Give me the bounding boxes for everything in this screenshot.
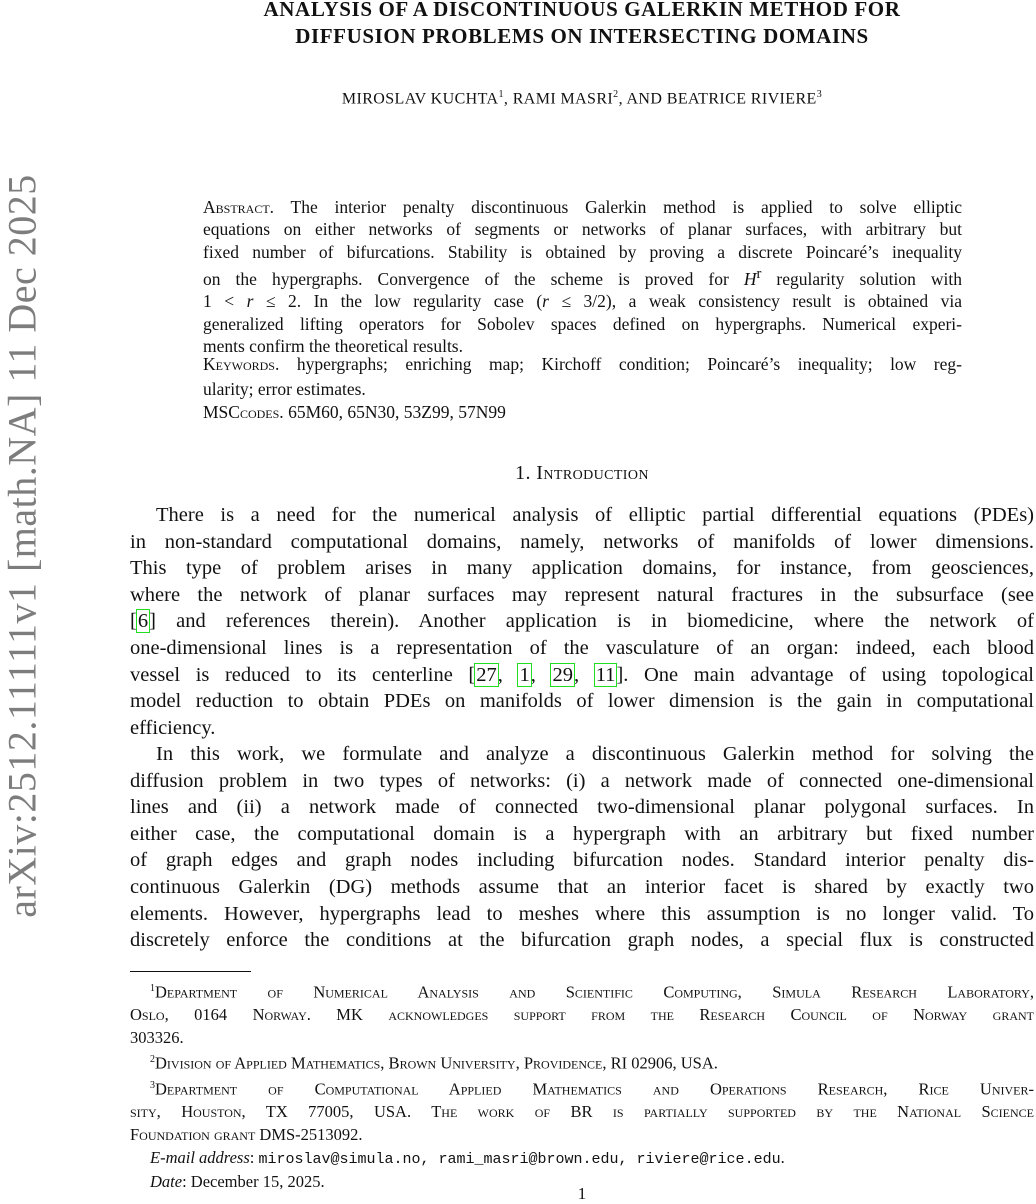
- text-run: continuous Galerkin (DG) methods assume that an interior facet is shared by exactly two: [130, 875, 1034, 898]
- text-run: ≤ 3/2), a weak consistency result is obtained via: [548, 291, 963, 312]
- text-line: [130, 502, 1034, 529]
- text-run: 65M60, 65N30, 53Z99, 57N99: [283, 402, 506, 422]
- small-caps-text: Abstract.: [203, 197, 275, 217]
- text-line: [130, 821, 1034, 848]
- text-run: ,: [497, 663, 519, 686]
- text-run: equations on either networks of segments or networks of planar surfaces, with arbitrary but: [203, 219, 962, 240]
- text-line: [130, 927, 1034, 954]
- text-run: : December 15, 2025.: [182, 1172, 325, 1192]
- keywords: [203, 352, 962, 402]
- email-addresses: miroslav@simula.no, rami_masri@brown.edu, riviere@rice.edu: [258, 1150, 781, 1168]
- text-line: [130, 768, 1034, 795]
- text-run: .: [780, 1147, 785, 1167]
- italic-text: r: [246, 291, 254, 312]
- footnotes: [130, 978, 1034, 1194]
- text-line: [130, 1075, 1034, 1101]
- text-run: vessel is reduced to its centerline [: [130, 663, 476, 686]
- text-line: [130, 874, 1034, 901]
- text-run: fixed number of bifurcations. Stability is obtained by proving a discrete Poincaré’s inequality: [203, 241, 962, 262]
- text-run: ]. One main advantage of using topological: [616, 663, 1034, 686]
- citation-link[interactable]: 27: [476, 663, 497, 686]
- text-line: [130, 1004, 1034, 1027]
- citation-link[interactable]: 1: [519, 663, 530, 686]
- text-run: elements. However, hypergraphs lead to meshes where this assumption is no longer valid. To: [130, 902, 1034, 925]
- text-run: either case, the computational domain is a hypergraph with an arbitrary but fixed number: [130, 822, 1034, 845]
- superscript: 2: [150, 1054, 155, 1066]
- text-line: [130, 1124, 1034, 1147]
- text-line: [203, 401, 962, 423]
- text-run: diffusion problem in two types of networks: (i) a network made of connected one-dimensional: [130, 769, 1034, 792]
- author-name: RAMI MASRI: [512, 90, 614, 108]
- title-line: DIFFUSION PROBLEMS ON INTERSECTING DOMAINS: [295, 24, 869, 48]
- author-sep: ,: [503, 90, 513, 108]
- small-caps-text: Department of Numerical Analysis and Scientific Computing, Simula Research Laboratory,: [155, 982, 1034, 1002]
- small-caps-text: sity, Houston, TX 77005, USA. The work of BR is partially supported by the National Science: [130, 1102, 1034, 1122]
- text-run: one-dimensional lines is a representation of the vasculature of an organ: indeed, each blood: [130, 636, 1034, 659]
- italic-text: E-mail address: [150, 1147, 250, 1167]
- text-run: regularity solution with: [761, 269, 962, 290]
- text-line: [203, 263, 962, 290]
- italic-text: r: [542, 291, 549, 312]
- text-line: [203, 313, 962, 335]
- text-line: [130, 715, 1034, 742]
- text-run: on the hypergraphs. Convergence of the scheme is proved for: [203, 269, 744, 290]
- text-run: discretely enforce the conditions at the bifurcation graph nodes, a special flux is constructed: [130, 929, 1034, 952]
- text-run: :: [249, 1147, 259, 1167]
- small-caps-text: Foundation grant DMS-2513092.: [130, 1125, 363, 1145]
- text-run: ] and references therein). Another application is in biomedicine, where the network of: [149, 610, 1034, 633]
- text-line: [203, 241, 962, 263]
- text-run: ≤ 2. In the low regularity case (: [253, 291, 543, 312]
- superscript: 3: [150, 1080, 155, 1092]
- text-run: ularity; error estimates.: [203, 379, 366, 399]
- author-list: [130, 89, 1034, 108]
- italic-text: H: [743, 269, 757, 290]
- text-line: [130, 794, 1034, 821]
- text-run: ,: [573, 663, 595, 686]
- author-sep: , AND: [618, 90, 667, 108]
- text-run: [: [130, 610, 137, 633]
- author-name: MIROSLAV KUCHTA: [341, 90, 499, 108]
- text-run: where the network of planar surfaces may represent natural fractures in the subsurface (see: [130, 583, 1034, 606]
- text-line: [203, 196, 962, 218]
- text-run: 303326.: [130, 1027, 184, 1047]
- text-line: [130, 1147, 1034, 1172]
- text-line: [130, 1027, 1034, 1050]
- section-heading-introduction: 1. Introduction: [515, 462, 649, 484]
- text-run: The interior penalty discontinuous Galerkin method is applied to solve elliptic: [274, 197, 962, 217]
- small-caps-text: MSCcodes.: [203, 402, 284, 422]
- citation-link[interactable]: 29: [552, 663, 573, 686]
- title-line: ANALYSIS OF A DISCONTINUOUS GALERKIN METHOD FOR: [263, 0, 901, 21]
- text-run: generalized lifting operators for Sobolev spaces defined on hypergraphs. Numerical experi-: [203, 313, 962, 334]
- text-run: This type of problem arises in many application domains, for instance, from geosciences,: [130, 557, 1034, 580]
- text-line: [130, 582, 1034, 609]
- text-run: lines and (ii) a network made of connected two-dimensional planar polygonal surfaces. In: [130, 796, 1034, 819]
- text-line: [130, 529, 1034, 556]
- text-line: [130, 901, 1034, 928]
- text-line: [130, 847, 1034, 874]
- text-run: in non-standard computational domains, namely, networks of manifolds of lower dimensions.: [130, 530, 1034, 553]
- text-line: [130, 978, 1034, 1004]
- text-line: [203, 290, 962, 312]
- text-line: [130, 662, 1034, 689]
- paper-title: [130, 0, 1034, 50]
- intro-paragraph-2: [130, 741, 1034, 954]
- msc-codes: [203, 401, 962, 423]
- text-line: [130, 635, 1034, 662]
- small-caps-text: Department of Computational Applied Mathematics and Operations Research, Rice Univer-: [155, 1079, 1034, 1099]
- text-run: model reduction to obtain PDEs on manifolds of lower dimension is the gain in computational: [130, 690, 1034, 713]
- small-caps-text: Keywords.: [203, 354, 280, 374]
- text-line: [203, 218, 962, 240]
- citation-link[interactable]: 6: [137, 610, 149, 633]
- text-run: 1 <: [203, 291, 247, 312]
- author-affil: 2: [613, 89, 619, 100]
- text-run: efficiency.: [130, 716, 216, 739]
- text-line: [130, 741, 1034, 768]
- small-caps-text: Oslo, 0164 Norway. MK acknowledges support from the Research Council of Norway grant: [130, 1005, 1034, 1025]
- text-line: [203, 377, 962, 402]
- text-line: [130, 688, 1034, 715]
- text-line: [130, 1049, 1034, 1075]
- text-line: [130, 608, 1034, 635]
- author-name: BEATRICE RIVIERE: [666, 90, 817, 108]
- arxiv-stamp: arXiv:2512.11111v1 [math.NA] 11 Dec 2025: [0, 174, 45, 918]
- footnote-rule: [130, 971, 251, 972]
- text-run: In this work, we formulate and analyze a discontinuous Galerkin method for solving the: [156, 743, 1034, 765]
- small-caps-text: Division of Applied Mathematics, Brown University, Providence, RI 02906, USA.: [155, 1053, 718, 1073]
- italic-text: Date: [150, 1172, 183, 1192]
- text-run: ,: [530, 663, 552, 686]
- abstract: [203, 196, 962, 358]
- text-run: hypergraphs; enriching map; Kirchoff condition; Poincaré’s inequality; low reg-: [279, 354, 962, 374]
- superscript: r: [756, 266, 762, 283]
- citation-link[interactable]: 11: [595, 663, 616, 686]
- page-number: 1: [577, 1184, 587, 1203]
- text-line: [130, 1101, 1034, 1124]
- author-affil: 3: [816, 89, 823, 100]
- text-run: of graph edges and graph nodes including bifurcation nodes. Standard interior penalty dis-: [130, 849, 1034, 872]
- text-run: ments confirm the theoretical results.: [203, 336, 463, 357]
- text-line: [130, 555, 1034, 582]
- intro-paragraph-1: [130, 502, 1034, 741]
- text-line: [203, 352, 962, 377]
- author-affil: 1: [498, 89, 504, 100]
- superscript: 1: [150, 983, 155, 994]
- text-run: There is a need for the numerical analysis of elliptic partial differential equations (PDEs): [156, 504, 1034, 526]
